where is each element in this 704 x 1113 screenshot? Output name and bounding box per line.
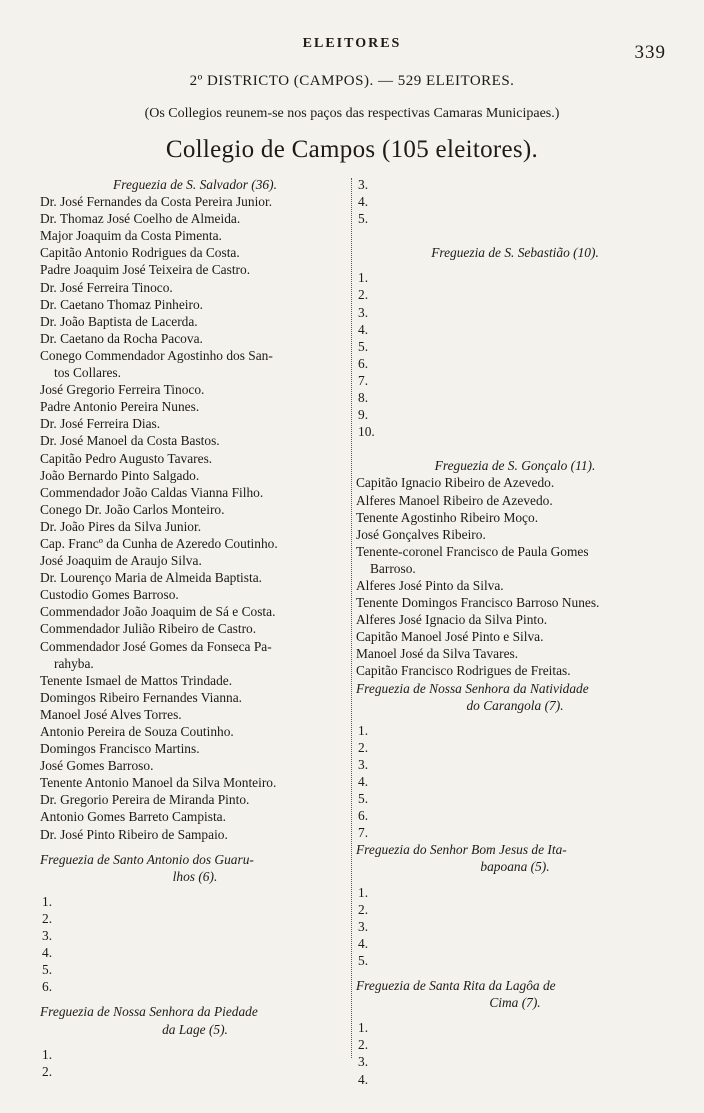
number-line: 5. xyxy=(42,962,53,978)
elector-line: Dr. João Pires da Silva Junior. xyxy=(40,518,202,534)
number-line: 2. xyxy=(42,1063,53,1079)
number-line: 4. xyxy=(358,935,369,951)
elector-line: Dr. Thomaz José Coelho de Almeida. xyxy=(40,211,241,227)
elector-line: Alferes José Ignacio da Silva Pinto. xyxy=(356,612,548,628)
elector-list-salvador xyxy=(40,193,350,843)
parish-heading-guarulhos: Freguezia de Santo Antonio dos Guaru- xyxy=(40,851,254,867)
parish-heading-sebastiao: Freguezia de S. Sebastião (10). xyxy=(431,245,599,261)
elector-line: Domingos Francisco Martins. xyxy=(40,741,200,757)
parish-heading-natividade: Freguezia de Nossa Senhora da Natividade xyxy=(356,680,589,696)
elector-line: Dr. José Fernandes da Costa Pereira Junior. xyxy=(40,194,273,210)
parish-heading-santa-rita-cont: Cima (7). xyxy=(489,995,541,1011)
elector-line: Antonio Pereira de Souza Coutinho. xyxy=(40,724,234,739)
elector-line: José Gomes Barroso. xyxy=(40,758,154,774)
elector-line: Tenente Ismael de Mattos Trindade. xyxy=(40,672,233,688)
number-line: 6. xyxy=(42,979,53,995)
number-line: 3. xyxy=(358,1054,369,1070)
number-line: 4. xyxy=(358,1071,369,1087)
elector-line: Conego Commendador Agostinho dos San- xyxy=(40,347,273,363)
column-divider xyxy=(351,178,353,1058)
elector-line: Antonio Gomes Barreto Campista. xyxy=(40,809,226,825)
district-heading: 2º DISTRICTO (CAMPOS). — 529 ELEITORES. xyxy=(189,73,515,89)
elector-line: tos Collares. xyxy=(54,365,121,381)
page-number: 339 xyxy=(634,42,666,63)
number-line: 1. xyxy=(358,722,369,738)
number-line: 2. xyxy=(42,910,53,926)
elector-line: Tenente Agostinho Ribeiro Moço. xyxy=(356,509,539,525)
elector-line: Padre Joaquim José Teixeira de Castro. xyxy=(40,262,251,278)
number-line: 10. xyxy=(358,424,375,440)
elector-line: Custodio Gomes Barroso. xyxy=(40,587,179,603)
number-line: 5. xyxy=(358,952,369,968)
parish-heading-piedade-cont: da Lage (5). xyxy=(162,1021,228,1037)
number-line: 1. xyxy=(358,1020,369,1036)
elector-line: Alferes José Pinto da Silva. xyxy=(356,577,504,593)
number-line: 7. xyxy=(358,825,369,841)
left-column xyxy=(40,176,350,1080)
college-title: Collegio de Campos (105 eleitores). xyxy=(165,136,539,163)
elector-line: Padre Antonio Pereira Nunes. xyxy=(40,399,200,415)
elector-line: Capitão Antonio Rodrigues da Costa. xyxy=(40,245,240,261)
number-line: 3. xyxy=(358,918,369,934)
parish-heading-goncalo: Freguezia de S. Gonçalo (11). xyxy=(434,458,596,474)
elector-list-piedade xyxy=(40,1046,350,1080)
elector-line: Tenente Domingos Francisco Barroso Nunes. xyxy=(356,595,600,611)
elector-line: Capitão Francisco Rodrigues de Freitas. xyxy=(356,663,571,679)
elector-line: Tenente-coronel Francisco de Paula Gomes xyxy=(356,543,589,559)
elector-line: Capitão Pedro Augusto Tavares. xyxy=(40,450,213,466)
parish-heading-guarulhos-cont: lhos (6). xyxy=(172,868,218,884)
elector-list-sebastiao xyxy=(356,269,674,440)
number-line: 2. xyxy=(358,1037,369,1053)
number-line: 3. xyxy=(358,304,369,320)
number-line: 2. xyxy=(358,901,369,917)
elector-list-goncalo xyxy=(356,474,674,679)
elector-line: Dr. José Ferreira Dias. xyxy=(40,416,161,432)
elector-line: Barroso. xyxy=(370,560,416,576)
parish-heading-santa-rita: Freguezia de Santa Rita da Lagôa de xyxy=(356,978,556,994)
elector-list-guarulhos xyxy=(40,893,350,996)
number-line: 1. xyxy=(358,884,369,900)
elector-line: Tenente Antonio Manoel da Silva Monteiro. xyxy=(40,775,277,791)
number-line: 4. xyxy=(358,774,369,789)
number-line: 7. xyxy=(358,372,369,388)
parish-heading-itabapoana: Freguezia do Senhor Bom Jesus de Ita- xyxy=(356,842,567,858)
number-line: 4. xyxy=(358,321,369,337)
elector-line: Alferes Manoel Ribeiro de Azevedo. xyxy=(356,492,553,508)
elector-line: Dr. José Ferreira Tinoco. xyxy=(40,279,173,295)
parish-heading-itabapoana-cont: bapoana (5). xyxy=(480,859,550,875)
elector-list-itabapoana xyxy=(356,884,674,969)
elector-line: José Gonçalves Ribeiro. xyxy=(356,526,486,542)
elector-line: Dr. Caetano da Rocha Pacova. xyxy=(40,330,203,346)
page-header-title: ELEITORES xyxy=(302,36,402,51)
elector-line: Major Joaquim da Costa Pimenta. xyxy=(40,228,222,244)
number-line: 9. xyxy=(358,407,369,423)
elector-line: Conego Dr. João Carlos Monteiro. xyxy=(40,501,225,517)
number-line: 5. xyxy=(358,791,369,807)
college-note: (Os Collegios reunem-se nos paços das respectivas Camaras Municipaes.) xyxy=(144,106,560,121)
elector-line: Manoel José da Silva Tavares. xyxy=(356,646,519,662)
parish-heading-piedade: Freguezia de Nossa Senhora da Piedade xyxy=(40,1004,258,1020)
elector-line: Capitão Manoel José Pinto e Silva. xyxy=(356,629,544,645)
number-line: 6. xyxy=(358,808,369,824)
elector-list-salvador-cont xyxy=(356,176,674,227)
parish-heading-natividade-cont: do Carangola (7). xyxy=(466,697,564,713)
elector-line: Dr. João Baptista de Lacerda. xyxy=(40,313,198,329)
elector-line: Manoel José Alves Torres. xyxy=(40,706,182,722)
elector-line: Commendador João Caldas Vianna Filho. xyxy=(40,484,264,500)
number-line: 3. xyxy=(358,177,369,192)
number-line: 3. xyxy=(358,756,369,772)
number-line: 4. xyxy=(358,194,369,210)
elector-line: Dr. Gregorio Pereira de Miranda Pinto. xyxy=(40,792,250,808)
elector-line: Capitão Ignacio Ribeiro de Azevedo. xyxy=(356,475,555,491)
number-line: 1. xyxy=(358,270,369,286)
number-line: 5. xyxy=(358,338,369,354)
elector-line: Cap. Francº da Cunha de Azeredo Coutinho. xyxy=(40,535,278,551)
number-line: 4. xyxy=(42,945,53,961)
elector-line: José Gregorio Ferreira Tinoco. xyxy=(40,382,205,398)
number-line: 5. xyxy=(358,211,369,227)
elector-line: Commendador João Joaquim de Sá e Costa. xyxy=(40,604,276,620)
elector-line: Commendador Julião Ribeiro de Castro. xyxy=(40,621,257,637)
elector-line: Domingos Ribeiro Fernandes Vianna. xyxy=(40,689,243,705)
parish-heading-salvador: Freguezia de S. Salvador (36). xyxy=(113,177,277,192)
number-line: 2. xyxy=(358,287,369,303)
elector-line: Dr. José Manoel da Costa Bastos. xyxy=(40,433,220,449)
elector-line: Dr. Caetano Thomaz Pinheiro. xyxy=(40,296,204,312)
number-line: 8. xyxy=(358,390,369,406)
elector-line: Dr. José Pinto Ribeiro de Sampaio. xyxy=(40,826,228,842)
number-line: 2. xyxy=(358,739,369,755)
number-line: 3. xyxy=(42,928,53,944)
elector-line: José Joaquim de Araujo Silva. xyxy=(40,553,202,569)
number-line: 1. xyxy=(42,893,53,909)
elector-line: Commendador José Gomes da Fonseca Pa- xyxy=(40,638,272,654)
elector-line: rahyba. xyxy=(54,655,94,671)
elector-list-santa-rita xyxy=(356,1019,674,1087)
elector-list-natividade xyxy=(356,722,674,842)
elector-line: João Bernardo Pinto Salgado. xyxy=(40,467,200,483)
number-line: 1. xyxy=(42,1046,53,1062)
elector-line: Dr. Lourenço Maria de Almeida Baptista. xyxy=(40,570,262,586)
right-column xyxy=(356,176,674,1088)
number-line: 6. xyxy=(358,355,369,371)
